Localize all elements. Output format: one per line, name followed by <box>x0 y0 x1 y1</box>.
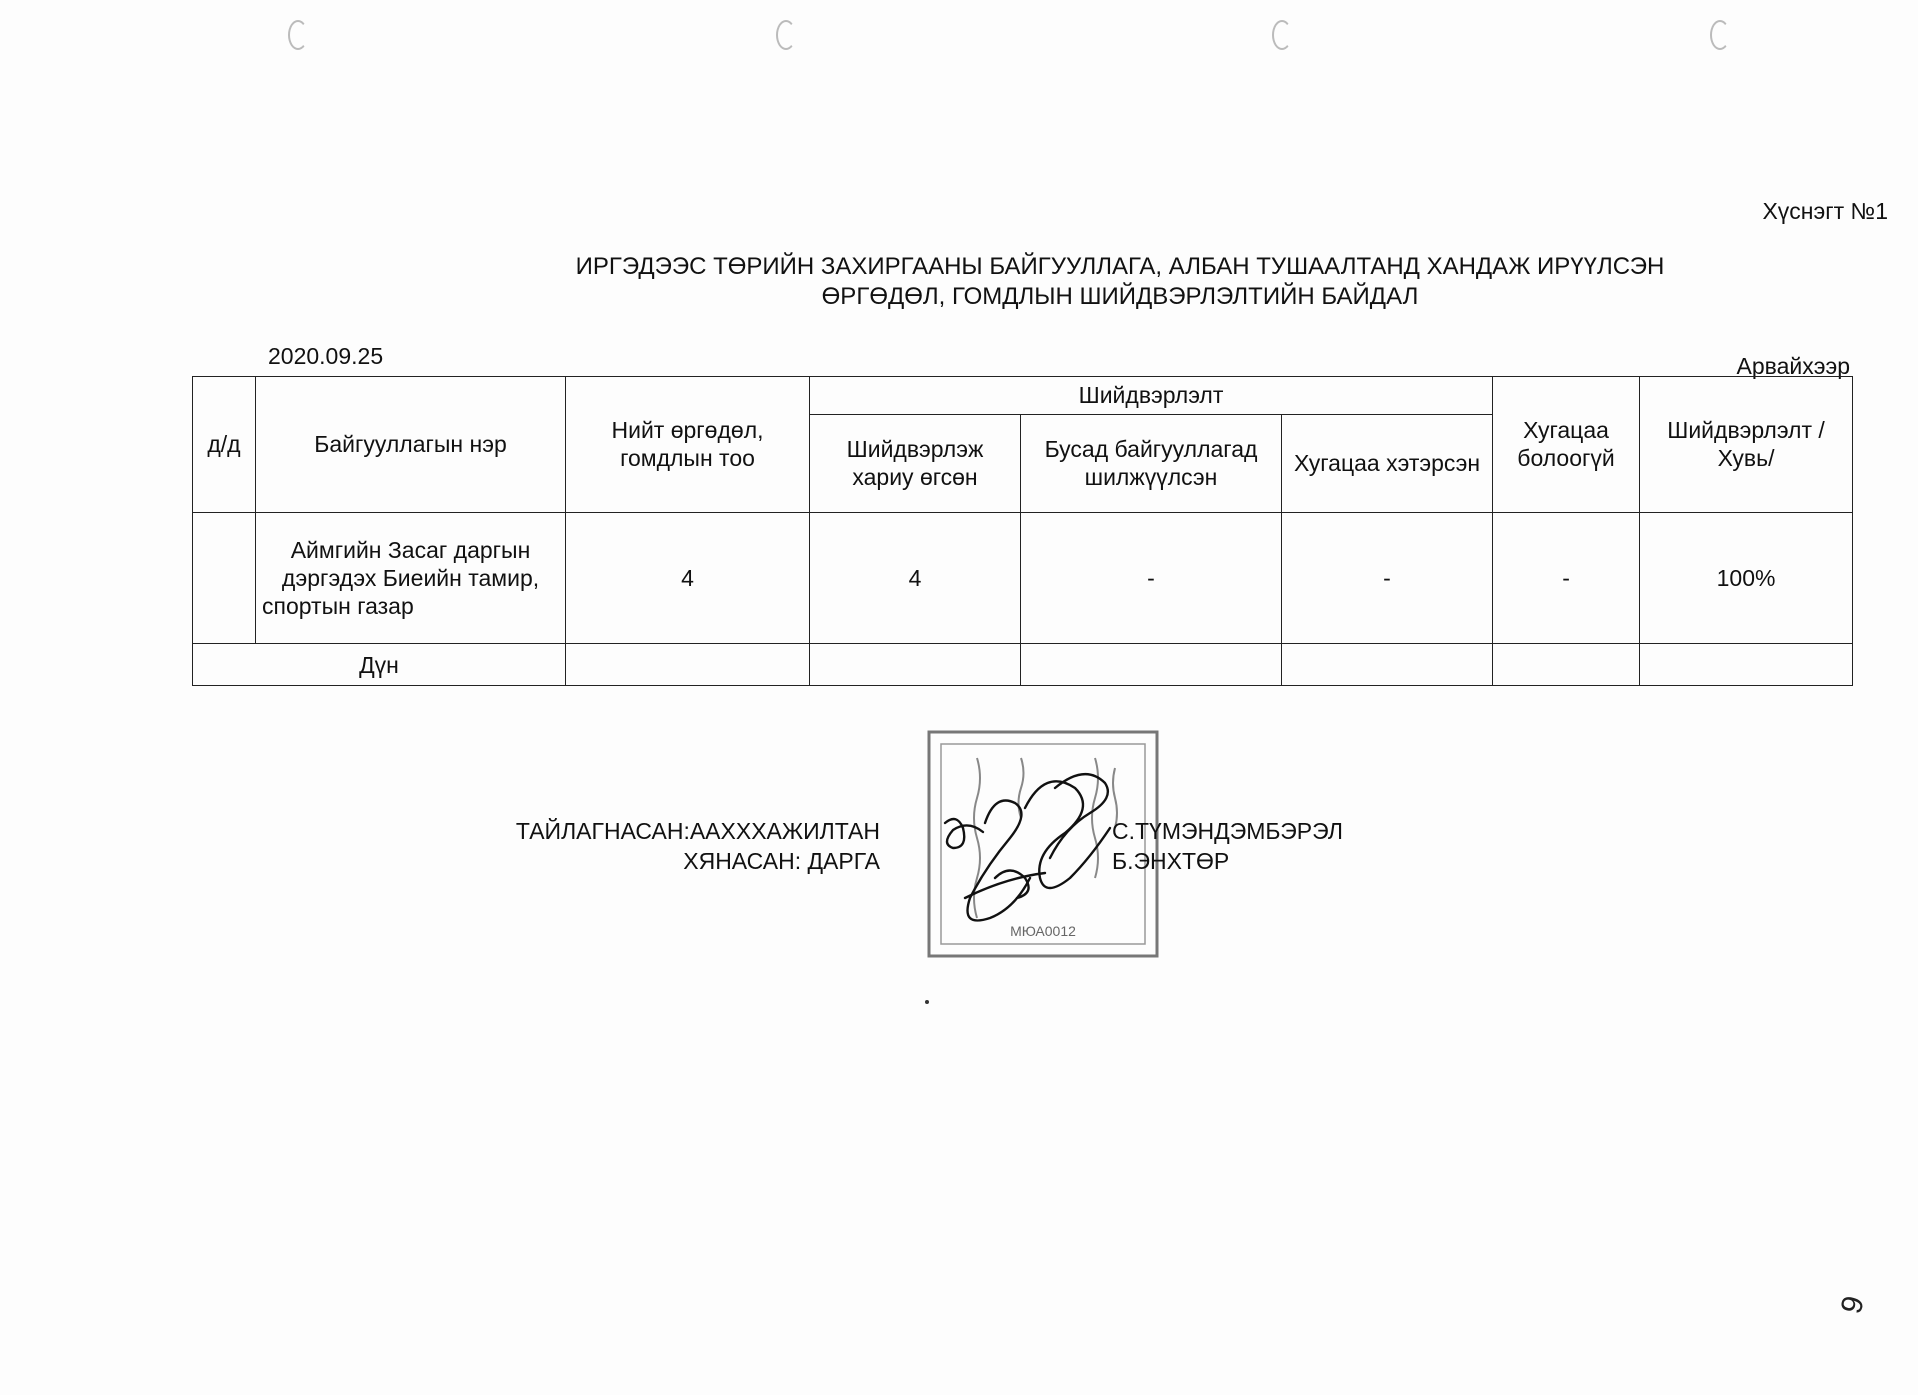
total-cell <box>1021 644 1282 686</box>
cell-transferred: - <box>1021 512 1282 644</box>
stamp-script-marks <box>974 758 1117 918</box>
report-date: 2020.09.25 <box>268 343 384 369</box>
total-row <box>193 644 1853 686</box>
reviewed-label: ХЯНАСАН: ДАРГА <box>683 848 880 874</box>
total-cell <box>566 644 810 686</box>
appendix-label: Хүснэгт №1 <box>1762 198 1888 224</box>
prepared-label: ТАЙЛАГНАСАН:АAХХХАЖИЛТАН <box>515 818 880 844</box>
col-header-not-due: Хугацаа болоогүй <box>1493 377 1640 513</box>
document-title <box>470 252 1770 312</box>
cell-rate: 100% <box>1640 512 1853 644</box>
total-cell <box>1282 644 1493 686</box>
cell-resolved: 4 <box>810 512 1021 644</box>
col-header-transferred: Бусад байгууллагад шилжүүлсэн <box>1021 414 1282 512</box>
total-cell <box>810 644 1021 686</box>
cell-total: 4 <box>566 512 810 644</box>
title-line-1: ИРГЭДЭЭС ТӨРИЙН ЗАХИРГААНЫ БАЙГУУЛЛАГА, АЛБАН ТУШААЛТАНД ХАНДАЖ ИРҮҮЛСЭН <box>575 253 1665 280</box>
punch-hole-mark <box>776 20 796 50</box>
cell-overdue: - <box>1282 512 1493 644</box>
header-row <box>193 377 1853 415</box>
prepared-name: С.ТҮМЭНДЭМБЭРЭЛ <box>1112 818 1343 844</box>
col-header-org-name: Байгууллагын нэр <box>256 377 566 513</box>
col-header-no: д/д <box>193 377 256 513</box>
stamp-code: МЮА0012 <box>1010 923 1076 939</box>
report-table <box>192 376 1853 686</box>
punch-hole-mark <box>1272 20 1292 50</box>
col-header-overdue: Хугацаа хэтэрсэн <box>1282 414 1493 512</box>
col-header-total: Нийт өргөдөл, гомдлын тоо <box>566 377 810 513</box>
reviewed-name: Б.ЭНХТӨР <box>1112 848 1230 874</box>
signature-scribble <box>945 774 1110 920</box>
col-header-resolved: Шийдвэрлэж хариу өгсөн <box>810 414 1021 512</box>
page-mark: 9 <box>1834 1292 1871 1318</box>
punch-hole-mark <box>1710 20 1730 50</box>
title-line-2: ӨРГӨДӨЛ, ГОМДЛЫН ШИЙДВЭРЛЭЛТИЙН БАЙДАЛ <box>821 283 1419 310</box>
cell-no <box>193 512 256 644</box>
col-header-rate: Шийдвэрлэлт /Хувь/ <box>1640 377 1853 513</box>
col-header-decision-group: Шийдвэрлэлт <box>810 377 1493 415</box>
table-row <box>193 512 1853 644</box>
cell-not-due: - <box>1493 512 1640 644</box>
signature-labels <box>440 816 880 876</box>
total-cell <box>1493 644 1640 686</box>
total-cell <box>1640 644 1853 686</box>
punch-hole-mark <box>288 20 308 50</box>
cell-org-name: Аймгийн Засаг даргын дэргэдэх Биеийн тамир, спортын газар <box>256 512 566 644</box>
stray-dot <box>925 1000 929 1004</box>
total-label: Дүн <box>193 644 566 686</box>
report-place: Арвайхээр <box>1736 353 1850 379</box>
signature-names <box>1112 816 1343 876</box>
